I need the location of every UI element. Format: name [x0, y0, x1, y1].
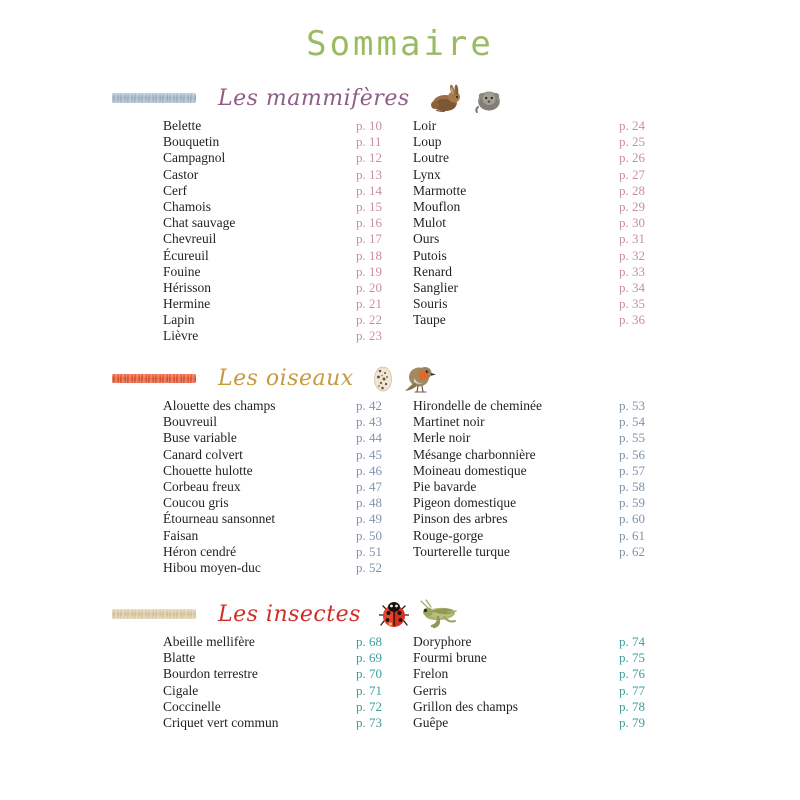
entry-page-number: p. 46 — [356, 462, 382, 478]
entry-name: Cigale — [163, 682, 199, 698]
entry-name: Cerf — [163, 182, 187, 198]
brush-stroke-icon — [112, 93, 196, 103]
toc-entry[interactable] — [163, 495, 400, 511]
rabbit-icon — [428, 83, 464, 113]
toc-entry[interactable] — [413, 511, 663, 527]
entry-page-number: p. 75 — [619, 650, 645, 666]
entry-name: Chevreuil — [163, 231, 217, 247]
toc-entry[interactable] — [163, 183, 400, 199]
section-oiseaux — [0, 358, 800, 576]
toc-entry[interactable] — [413, 312, 663, 328]
entry-name: Fouine — [163, 263, 201, 279]
entry-name: Coccinelle — [163, 698, 221, 714]
toc-entry[interactable] — [413, 134, 663, 150]
section-title-oiseaux: Les oiseaux — [218, 365, 354, 391]
entry-page-number: p. 60 — [619, 511, 645, 527]
toc-entry[interactable] — [163, 463, 400, 479]
entry-page-number: p. 30 — [619, 215, 645, 231]
toc-entry[interactable] — [163, 312, 400, 328]
toc-entry[interactable] — [163, 544, 400, 560]
toc-entry[interactable] — [413, 414, 663, 430]
entry-columns-insectes — [0, 634, 800, 731]
entry-page-number: p. 12 — [356, 150, 382, 166]
column-left-oiseaux — [163, 398, 413, 576]
entry-name: Pigeon domestique — [413, 495, 517, 511]
toc-entry[interactable] — [413, 528, 663, 544]
section-mammiferes — [0, 78, 800, 345]
entry-name: Mouflon — [413, 198, 461, 214]
entry-page-number: p. 26 — [619, 150, 645, 166]
entry-page-number: p. 32 — [619, 247, 645, 263]
entry-page-number: p. 52 — [356, 559, 382, 575]
toc-entry[interactable] — [163, 398, 400, 414]
brush-stroke-icon — [112, 374, 196, 383]
entry-page-number: p. 57 — [619, 462, 645, 478]
entry-name: Lapin — [163, 312, 195, 328]
toc-entry[interactable] — [413, 199, 663, 215]
entry-name: Martinet noir — [413, 414, 485, 430]
entry-page-number: p. 62 — [619, 543, 645, 559]
toc-entry[interactable] — [413, 231, 663, 247]
entry-name: Blatte — [163, 650, 196, 666]
entry-page-number: p. 69 — [356, 650, 382, 666]
toc-entry[interactable] — [413, 264, 663, 280]
entry-name: Chat sauvage — [163, 215, 236, 231]
entry-name: Coucou gris — [163, 495, 229, 511]
entry-page-number: p. 14 — [356, 182, 382, 198]
entry-page-number: p. 50 — [356, 527, 382, 543]
entry-name: Grillon des champs — [413, 698, 518, 714]
entry-name: Canard colvert — [163, 446, 243, 462]
section-insectes — [0, 594, 800, 731]
entry-page-number: p. 49 — [356, 511, 382, 527]
dormouse-icon — [473, 83, 505, 113]
entry-name: Sanglier — [413, 279, 458, 295]
entry-page-number: p. 77 — [619, 682, 645, 698]
entry-page-number: p. 35 — [619, 296, 645, 312]
page-title: Sommaire — [306, 24, 494, 64]
entry-name: Mésange charbonnière — [413, 446, 536, 462]
entry-name: Campagnol — [163, 150, 226, 166]
entry-page-number: p. 17 — [356, 231, 382, 247]
column-right-oiseaux — [413, 398, 663, 576]
toc-entry[interactable] — [163, 683, 400, 699]
toc-entry[interactable] — [163, 280, 400, 296]
entry-name: Hibou moyen-duc — [163, 559, 261, 575]
entry-page-number: p. 48 — [356, 495, 382, 511]
grasshopper-icon — [418, 599, 458, 629]
entry-name: Taupe — [413, 312, 446, 328]
entry-name: Marmotte — [413, 182, 467, 198]
section-header-insectes — [0, 594, 800, 634]
entry-page-number: p. 56 — [619, 446, 645, 462]
entry-page-number: p. 27 — [619, 166, 645, 182]
column-right-insectes — [413, 634, 663, 731]
toc-entry[interactable] — [163, 248, 400, 264]
toc-entry[interactable] — [163, 231, 400, 247]
entry-page-number: p. 20 — [356, 279, 382, 295]
toc-entry[interactable] — [413, 463, 663, 479]
toc-entry[interactable] — [413, 715, 663, 731]
entry-page-number: p. 76 — [619, 666, 645, 682]
entry-page-number: p. 71 — [356, 682, 382, 698]
entry-name: Castor — [163, 166, 199, 182]
entry-name: Abeille mellifère — [163, 634, 255, 649]
column-left-mammiferes — [163, 118, 413, 345]
entry-page-number: p. 61 — [619, 527, 645, 543]
entry-name: Bouquetin — [163, 134, 220, 150]
section-icons-mammiferes — [428, 79, 505, 117]
entry-page-number: p. 47 — [356, 478, 382, 494]
toc-entry[interactable] — [163, 634, 400, 650]
entry-name: Faisan — [163, 527, 199, 543]
entry-name: Belette — [163, 118, 202, 133]
entry-page-number: p. 24 — [619, 118, 645, 133]
entry-page-number: p. 44 — [356, 430, 382, 446]
entry-name: Souris — [413, 296, 448, 312]
entry-name: Étourneau sansonnet — [163, 511, 276, 527]
entry-name: Buse variable — [163, 430, 237, 446]
entry-page-number: p. 33 — [619, 263, 645, 279]
entry-page-number: p. 22 — [356, 312, 382, 328]
toc-entry[interactable] — [163, 666, 400, 682]
entry-page-number: p. 51 — [356, 543, 382, 559]
entry-name: Pinson des arbres — [413, 511, 508, 527]
entry-page-number: p. 29 — [619, 198, 645, 214]
entry-page-number: p. 55 — [619, 430, 645, 446]
entry-name: Écureuil — [163, 247, 209, 263]
brush-stroke-icon — [112, 609, 196, 619]
entry-name: Renard — [413, 263, 452, 279]
entry-page-number: p. 18 — [356, 247, 382, 263]
robin-icon — [403, 362, 439, 394]
toc-entry[interactable] — [413, 280, 663, 296]
entry-page-number: p. 34 — [619, 279, 645, 295]
entry-page-number: p. 36 — [619, 312, 645, 328]
entry-page-number: p. 10 — [356, 118, 382, 133]
toc-entry[interactable] — [163, 199, 400, 215]
entry-page-number: p. 28 — [619, 182, 645, 198]
toc-entry[interactable] — [163, 134, 400, 150]
entry-name: Bouvreuil — [163, 414, 217, 430]
toc-entry[interactable] — [163, 264, 400, 280]
entry-page-number: p. 58 — [619, 478, 645, 494]
entry-page-number: p. 42 — [356, 398, 382, 413]
entry-page-number: p. 73 — [356, 714, 382, 730]
entry-name: Chamois — [163, 198, 212, 214]
entry-columns-mammiferes — [0, 118, 800, 345]
entry-name: Mulot — [413, 215, 447, 231]
entry-page-number: p. 16 — [356, 215, 382, 231]
entry-page-number: p. 31 — [619, 231, 645, 247]
toc-entry[interactable] — [413, 215, 663, 231]
toc-entry[interactable] — [413, 495, 663, 511]
entry-page-number: p. 15 — [356, 198, 382, 214]
entry-page-number: p. 21 — [356, 296, 382, 312]
entry-page-number: p. 72 — [356, 698, 382, 714]
toc-entry[interactable] — [163, 215, 400, 231]
entry-name: Criquet vert commun — [163, 714, 279, 730]
entry-name: Moineau domestique — [413, 462, 527, 478]
entry-name: Pie bavarde — [413, 478, 477, 494]
entry-name: Loup — [413, 134, 442, 150]
entry-name: Chouette hulotte — [163, 462, 253, 478]
toc-entry[interactable] — [163, 414, 400, 430]
section-icons-oiseaux — [372, 359, 439, 397]
toc-entry[interactable] — [413, 544, 663, 560]
toc-entry[interactable] — [413, 150, 663, 166]
entry-name: Héron cendré — [163, 543, 237, 559]
section-icons-insectes — [379, 595, 458, 633]
toc-entry[interactable] — [413, 248, 663, 264]
entry-page-number: p. 59 — [619, 495, 645, 511]
section-header-oiseaux — [0, 358, 800, 398]
entry-name: Lièvre — [163, 328, 199, 344]
toc-entry[interactable] — [163, 511, 400, 527]
toc-entry[interactable] — [163, 447, 400, 463]
toc-entry[interactable] — [413, 634, 663, 650]
toc-entry[interactable] — [163, 715, 400, 731]
entry-page-number: p. 79 — [619, 714, 645, 730]
toc-entry[interactable] — [163, 528, 400, 544]
entry-page-number: p. 11 — [356, 134, 382, 150]
entry-name: Putois — [413, 247, 447, 263]
toc-entry[interactable] — [163, 150, 400, 166]
toc-entry[interactable] — [163, 328, 400, 344]
section-title-insectes: Les insectes — [218, 601, 361, 627]
toc-entry[interactable] — [163, 118, 400, 134]
entry-page-number: p. 54 — [619, 414, 645, 430]
entry-page-number: p. 45 — [356, 446, 382, 462]
section-header-mammiferes — [0, 78, 800, 118]
toc-entry[interactable] — [163, 650, 400, 666]
toc-entry[interactable] — [413, 683, 663, 699]
toc-entry[interactable] — [413, 398, 663, 414]
entry-page-number: p. 74 — [619, 634, 645, 649]
toc-entry[interactable] — [163, 560, 400, 576]
entry-page-number: p. 68 — [356, 634, 382, 649]
toc-entry[interactable] — [413, 447, 663, 463]
entry-name: Ours — [413, 231, 440, 247]
entry-name: Corbeau freux — [163, 478, 241, 494]
entry-name: Frelon — [413, 666, 449, 682]
entry-name: Loir — [413, 118, 437, 133]
entry-name: Bourdon terrestre — [163, 666, 258, 682]
toc-entry[interactable] — [163, 296, 400, 312]
toc-entry[interactable] — [413, 699, 663, 715]
entry-name: Fourmi brune — [413, 650, 487, 666]
entry-page-number: p. 53 — [619, 398, 645, 413]
entry-page-number: p. 43 — [356, 414, 382, 430]
toc-entry[interactable] — [413, 296, 663, 312]
entry-name: Hérisson — [163, 279, 211, 295]
column-left-insectes — [163, 634, 413, 731]
speckled-egg-icon — [372, 363, 394, 393]
entry-page-number: p. 78 — [619, 698, 645, 714]
entry-name: Hirondelle de cheminée — [413, 398, 542, 413]
toc-entry[interactable] — [413, 479, 663, 495]
toc-entry[interactable] — [413, 183, 663, 199]
entry-name: Doryphore — [413, 634, 472, 649]
entry-name: Loutre — [413, 150, 449, 166]
entry-page-number: p. 25 — [619, 134, 645, 150]
entry-name: Guêpe — [413, 714, 449, 730]
entry-name: Tourterelle turque — [413, 543, 510, 559]
entry-name: Alouette des champs — [163, 398, 276, 413]
toc-entry[interactable] — [163, 699, 400, 715]
entry-name: Gerris — [413, 682, 447, 698]
entry-page-number: p. 19 — [356, 263, 382, 279]
entry-name: Rouge-gorge — [413, 527, 484, 543]
toc-entry[interactable] — [413, 650, 663, 666]
ladybug-icon — [379, 599, 409, 629]
toc-entry[interactable] — [163, 479, 400, 495]
entry-name: Merle noir — [413, 430, 471, 446]
entry-name: Lynx — [413, 166, 441, 182]
entry-page-number: p. 23 — [356, 328, 382, 344]
entry-page-number: p. 13 — [356, 166, 382, 182]
entry-columns-oiseaux — [0, 398, 800, 576]
entry-page-number: p. 70 — [356, 666, 382, 682]
toc-entry[interactable] — [413, 118, 663, 134]
column-right-mammiferes — [413, 118, 663, 345]
section-title-mammiferes: Les mammifères — [218, 85, 410, 111]
entry-name: Hermine — [163, 296, 211, 312]
toc-entry[interactable] — [163, 430, 400, 446]
toc-entry[interactable] — [413, 430, 663, 446]
toc-entry[interactable] — [163, 167, 400, 183]
toc-entry[interactable] — [413, 167, 663, 183]
toc-entry[interactable] — [413, 666, 663, 682]
